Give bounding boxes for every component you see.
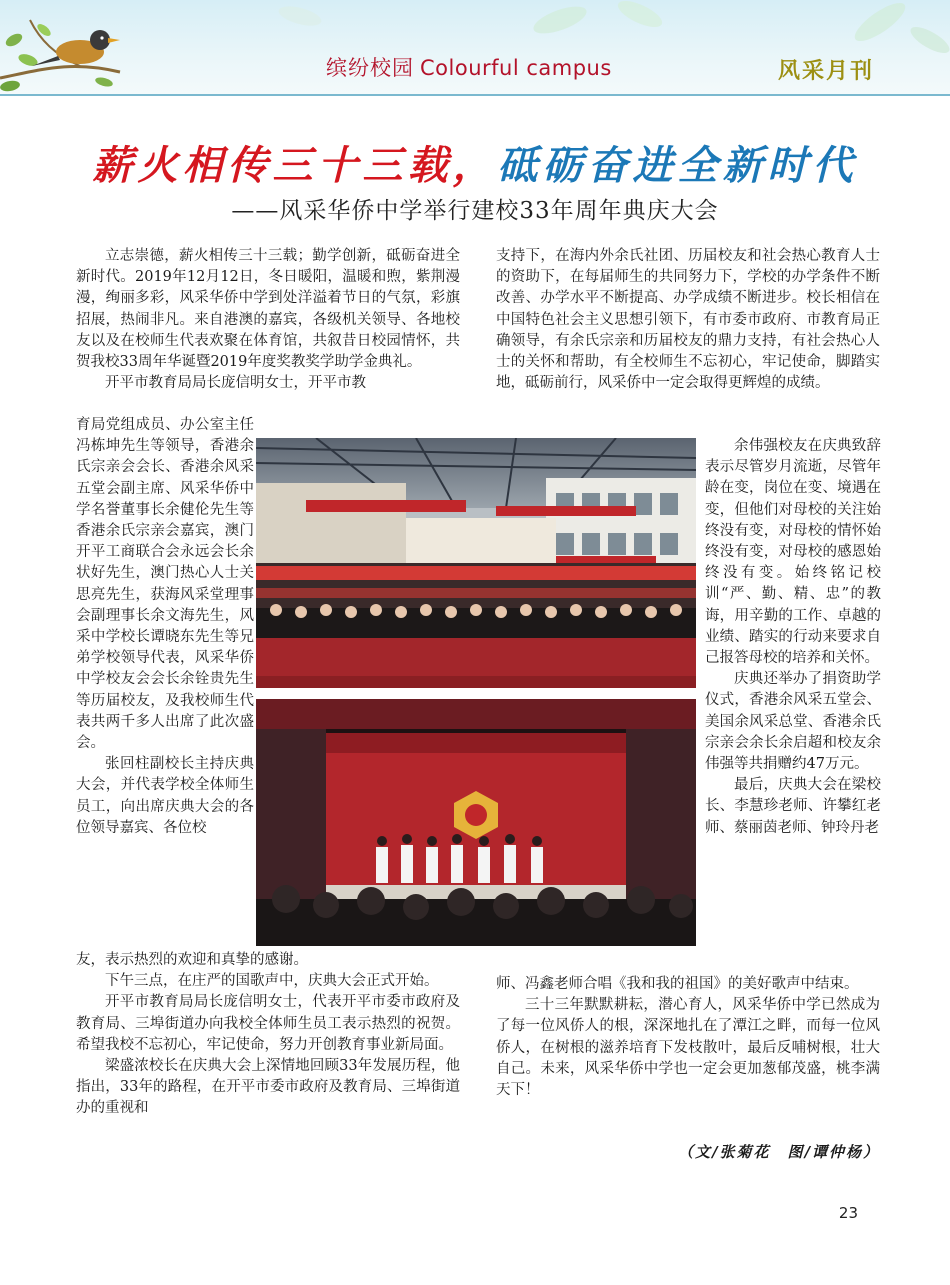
article-title-part2: 砥砺奋进全新时代 [497,142,858,189]
section-heading-cn: 缤纷校园 [326,56,414,80]
paragraph: 梁盛浓校长在庆典大会上深情地回顾33年发展历程，他指出，33年的路程，在开平市委市政府及教育局、三埠街道办的重视和 [76,1058,460,1117]
paragraph: 下午三点，在庄严的国歌声中，庆典大会正式开始。 [105,973,439,990]
right-column-wrap [705,436,881,839]
paragraph: 庆典还举办了捐资助学仪式，香港余风采五堂会、美国余风采总堂、香港余氏宗亲会余长余启超和校友余伟强等共捐赠约47万元。 [705,671,881,773]
section-heading [326,52,612,82]
paragraph: 师、冯鑫老师合唱《我和我的祖国》的美好歌声中结束。 [496,976,859,992]
ceremony-hall-photo [256,438,696,688]
left-column-top [76,246,460,394]
paragraph: 三十三年默默耕耘，潜心育人，风采华侨中学已然成为了每一位风侨人的根，深深地扎在了潭江之畔，而每一位风侨人，在树根的滋养培育下发枝散叶，最后反哺树根，壮大自己。未来，风采华侨中学也一定会更加葱郁茂盛，桃李满天下！ [496,997,880,1099]
stage-performance-photo [256,699,696,946]
article-title-part1: 薪火相传三十三载， [92,142,498,189]
right-column-bottom [496,974,880,1101]
page-number: 23 [838,1204,858,1222]
paragraph: 余伟强校友在庆典致辞表示尽管岁月流逝，尽管年龄在变，岗位在变、境遇在变，但他们对母校的关注始终没有变，对母校的情怀始终没有变，对母校的感恩始终没有变。始终铭记校训“严、勤、精、忠”的教诲，用辛勤的工作、卓越的业绩、踏实的行动来要求自己报答母校的培养和关怀。 [705,438,881,667]
left-column-wrap [76,415,254,839]
paragraph: 最后，庆典大会在梁校长、李慧珍老师、许攀红老师、蔡丽茵老师、钟玲丹老 [705,777,881,836]
paragraph: 开平市教育局局长庞信明女士，代表开平市委市政府及教育局、三埠街道办向我校全体师生员工表示热烈的祝贺。希望我校不忘初心，牢记使命，努力开创教育事业新局面。 [76,994,460,1053]
paragraph: 开平市教育局局长庞信明女士，开平市教 [105,375,366,392]
paragraph: 张回柱副校长主持庆典大会，并代表学校全体师生员工，向出席庆典大会的各位领导嘉宾、各位校 [76,756,254,836]
stage-singers-image [256,699,696,946]
paragraph: 立志崇德，薪火相传三十三载；勤学创新，砥砺奋进全新时代。2019年12月12日，冬日暖阳，温暖和煦，紫荆漫漫，绚丽多彩，风采华侨中学到处洋溢着节日的气氛，彩旗招展，热闹非凡。来自港澳的嘉宾，各级机关领导、各地校友以及在校师生代表欢聚在体育馆，共叙昔日校园情怀，共贺我校33周年华诞暨2019年度奖教奖学助学金典礼。 [76,248,460,371]
paragraph: 友，表示热烈的欢迎和真挚的感谢。 [76,952,308,968]
left-column-bottom [76,950,460,1120]
paragraph: 支持下，在海内外余氏社团、历届校友和社会热心教育人士的资助下，在每届师生的共同努力下，学校的办学条件不断改善、办学水平不断提高、办学成绩不断进步。校长相信在中国特色社会主义思想引领下，有市委市政府、市教育局正确领导，有余氏宗亲和历届校友的鼎力支持，有社会热心人士的关怀和帮助，有全校师生不忘初心，牢记使命，脚踏实地，砥砺前行，风采侨中一定会取得更辉煌的成绩。 [496,248,880,392]
hall-audience-image [256,438,696,688]
right-column-top [496,246,880,394]
article-byline: （文/张菊花 图/谭仲杨） [678,1143,880,1161]
page-header [0,0,950,96]
article-title [0,134,950,191]
header-divider [0,94,950,96]
magazine-name: 风采月刊 [778,58,875,84]
paragraph: 育局党组成员、办公室主任冯栋坤先生等领导，香港余氏宗亲会会长、香港余风采五堂会副主席、风采华侨中学名誉董事长余健伦先生等香港余氏宗亲会嘉宾，澳门开平工商联合会永远会长余状好先生，澳门热心人士关思亮先生，获海风采堂理事会副理事长余文海先生，风采中学校长谭晓东先生等兄弟学校领导代表，风采华侨中学校友会会长余铨贵先生等历届校友，及我校师生代表共两千多人出席了此次盛会。 [76,417,254,752]
section-heading-en: Colourful campus [420,56,612,80]
article-subtitle: ——风采华侨中学举行建校33年周年典庆大会 [231,198,719,224]
